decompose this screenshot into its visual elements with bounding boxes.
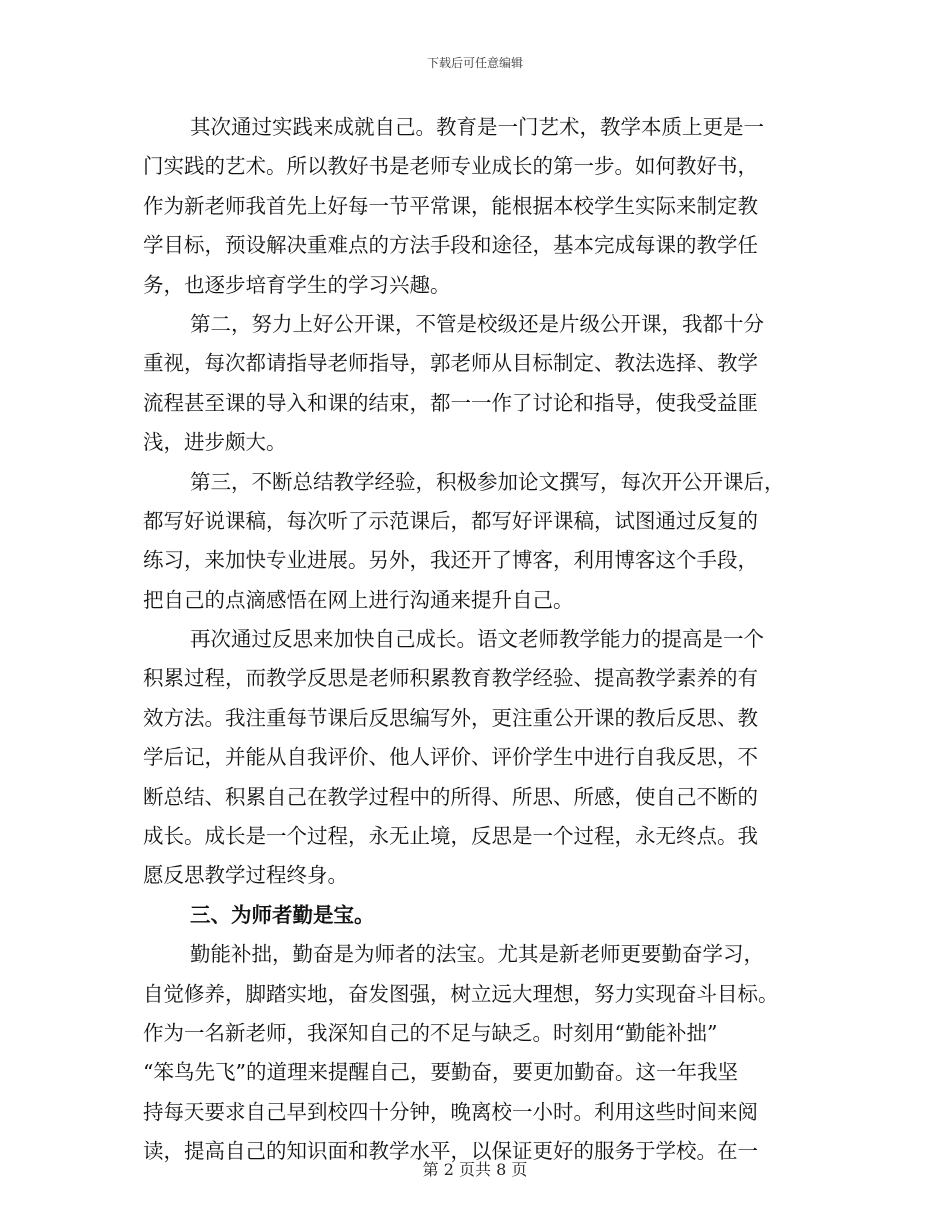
text-line: 作为一名新老师，我深知自己的不足与缺乏。时刻用“勤能补拙” — [143, 1020, 718, 1045]
text-line: 积累过程，而教学反思是老师积累教育教学经验、提高教学素养的有 — [143, 666, 758, 691]
document-body — [143, 108, 808, 1172]
text-line: 第三，不断总结教学经验，积极参加论文撰写，每次开公开课后， — [190, 469, 785, 494]
text-line: “笨鸟先飞”的道理来提醒自己，要勤奋，要更加勤奋。这一年我坚 — [143, 1060, 738, 1085]
text-line: 务，也逐步培育学生的学习兴趣。 — [143, 272, 451, 297]
text-line: 练习，来加快专业进展。另外，我还开了博客，利用博客这个手段， — [143, 548, 758, 573]
text-line: 都写好说课稿，每次听了示范课后，都写好评课稿，试图通过反复的 — [143, 508, 758, 533]
text-line: 第二，努力上好公开课，不管是校级还是片级公开课，我都十分 — [190, 311, 764, 336]
text-line: 浅，进步颇大。 — [143, 430, 287, 455]
section-heading: 三、为师者勤是宝。 — [190, 902, 375, 927]
text-line: 持每天要求自己早到校四十分钟，晚离校一小时。利用这些时间来阅 — [143, 1099, 758, 1124]
text-line: 学后记，并能从自我评价、他人评价、评价学生中进行自我反思，不 — [143, 745, 758, 770]
text-line: 读，提高自己的知识面和教学水平，以保证更好的服务于学校。在一 — [143, 1139, 758, 1164]
text-line: 重视，每次都请指导老师指导，郭老师从目标制定、教法选择、教学 — [143, 351, 758, 376]
text-line: 其次通过实践来成就自己。教育是一门艺术，教学本质上更是一 — [190, 115, 764, 139]
text-line: 门实践的艺术。所以教好书是老师专业成长的第一步。如何教好书， — [143, 154, 758, 179]
text-line: 勤能补拙，勤奋是为师者的法宝。尤其是新老师更要勤奋学习， — [190, 942, 764, 967]
text-line: 作为新老师我首先上好每一节平常课，能根据本校学生实际来制定教 — [143, 193, 758, 218]
text-line: 成长。成长是一个过程，永无止境，反思是一个过程，永无终点。我 — [143, 824, 758, 849]
text-line: 自觉修养，脚踏实地，奋发图强，树立远大理想，努力实现奋斗目标。 — [143, 981, 779, 1006]
text-line: 愿反思教学过程终身。 — [143, 863, 348, 888]
page-footer: 第 2 页共 8 页 — [422, 1160, 528, 1179]
page-header: 下载后可任意编辑 — [426, 56, 523, 70]
text-line: 流程甚至课的导入和课的结束，都一一作了讨论和指导，使我受益匪 — [143, 390, 758, 415]
text-line: 把自己的点滴感悟在网上进行沟通来提升自己。 — [143, 587, 574, 612]
text-line: 效方法。我注重每节课后反思编写外，更注重公开课的教后反思、教 — [143, 705, 758, 730]
text-line: 学目标，预设解决重难点的方法手段和途径，基本完成每课的教学任 — [143, 233, 758, 258]
text-line: 断总结、积累自己在教学过程中的所得、所思、所感，使自己不断的 — [143, 784, 758, 809]
text-line: 再次通过反思来加快自己成长。语文老师教学能力的提高是一个 — [190, 627, 764, 652]
